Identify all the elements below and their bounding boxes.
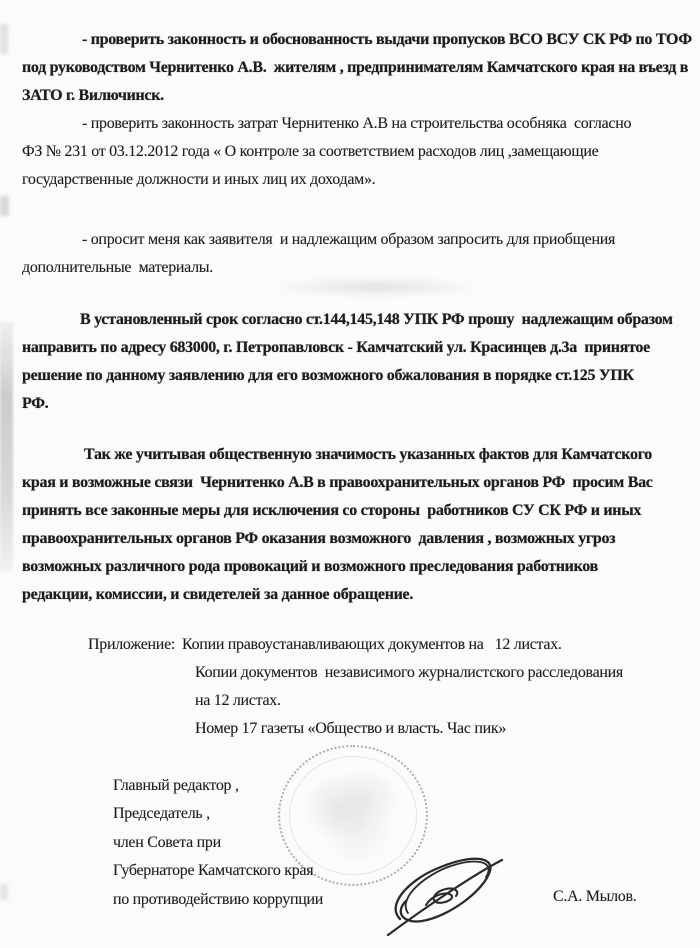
text-line: принять все законные меры для исключения со стороны работников СУ СК РФ и иных [22, 502, 642, 519]
scan-smudge [0, 884, 8, 900]
paragraph [22, 226, 692, 282]
text-line: дополнительные материалы. [22, 259, 213, 276]
text-line: Председатель , [113, 805, 210, 823]
scan-smudge [0, 24, 8, 54]
document-body [22, 26, 692, 946]
attachment-row [88, 631, 692, 659]
paragraph [22, 441, 692, 609]
text-line: возможных различного рода провокаций и возможного преследования работников [22, 558, 598, 575]
text-line: под руководством Чернитенко А.В. жителям , предпринимателям Камчатского края на въезд в [22, 59, 689, 76]
signature-section [22, 743, 692, 946]
signatory-titles [113, 772, 323, 914]
text-line: - опросит меня как заявителя и надлежащим образом запросить для приобщения [82, 231, 616, 248]
attachment-line: на 12 листах. [195, 692, 281, 709]
text-line: по противодействию коррупции [113, 890, 324, 908]
text-line: - проверить законность затрат Чернитенко А.В на строительства особняка согласно [82, 115, 632, 132]
paragraph [22, 26, 692, 110]
text-line: - проверить законность и обоснованность выдачи пропусков ВСО ВСУ СК РФ по ТОФ [82, 31, 692, 48]
text-line: Так же учитывая общественную значимость указанных фактов для Камчатского [84, 446, 652, 463]
text-line: ЗАТО г. Вилючинск. [22, 87, 164, 104]
attachment-line: Копии правоустанавливающих документов на 12 листах. [182, 636, 562, 653]
text-line: РФ. [22, 395, 49, 412]
text-line: В установленный срок согласно ст.144,145,148 УПК РФ прошу надлежащим образом [80, 311, 673, 328]
attachment-label: Приложение: [88, 636, 176, 653]
text-line: член Совета при [113, 833, 221, 851]
scan-smudge [0, 322, 13, 572]
paragraph [22, 110, 692, 194]
text-line: редакции, комиссии, и свидетелей за данное обращение. [22, 586, 414, 603]
attachment-line: Копии документов независимого журналистского расследования [195, 664, 623, 681]
signatory-name: С.А. Мылов. [553, 888, 637, 905]
handwritten-signature-icon [378, 847, 508, 939]
text-line: Губернаторе Камчатского края [113, 862, 314, 880]
paragraph [22, 306, 692, 418]
scan-smudge [0, 196, 9, 216]
text-line: Главный редактор , [113, 777, 239, 794]
text-line: решение по данному заявлению для его возможного обжалования в порядке ст.125 УПК [22, 367, 634, 384]
text-line: государственные должности и иных лиц их доходам». [22, 171, 376, 188]
text-line: направить по адресу 683000, г. Петропавловск - Камчатский ул. Красинцев д.3а принятое [22, 339, 650, 356]
text-line: края и возможные связи Чернитенко А.В в правоохранительных органов РФ просим Вас [22, 474, 653, 491]
attachment-line: Номер 17 газеты «Общество и власть. Час пик» [195, 720, 507, 737]
text-line: ФЗ № 231 от 03.12.2012 года « О контроле за соответствием расходов лиц ,замещающие [22, 143, 599, 160]
text-line: правоохранительных органов РФ оказания возможного давления , возможных угроз [22, 530, 616, 547]
attachment-block [88, 631, 692, 743]
